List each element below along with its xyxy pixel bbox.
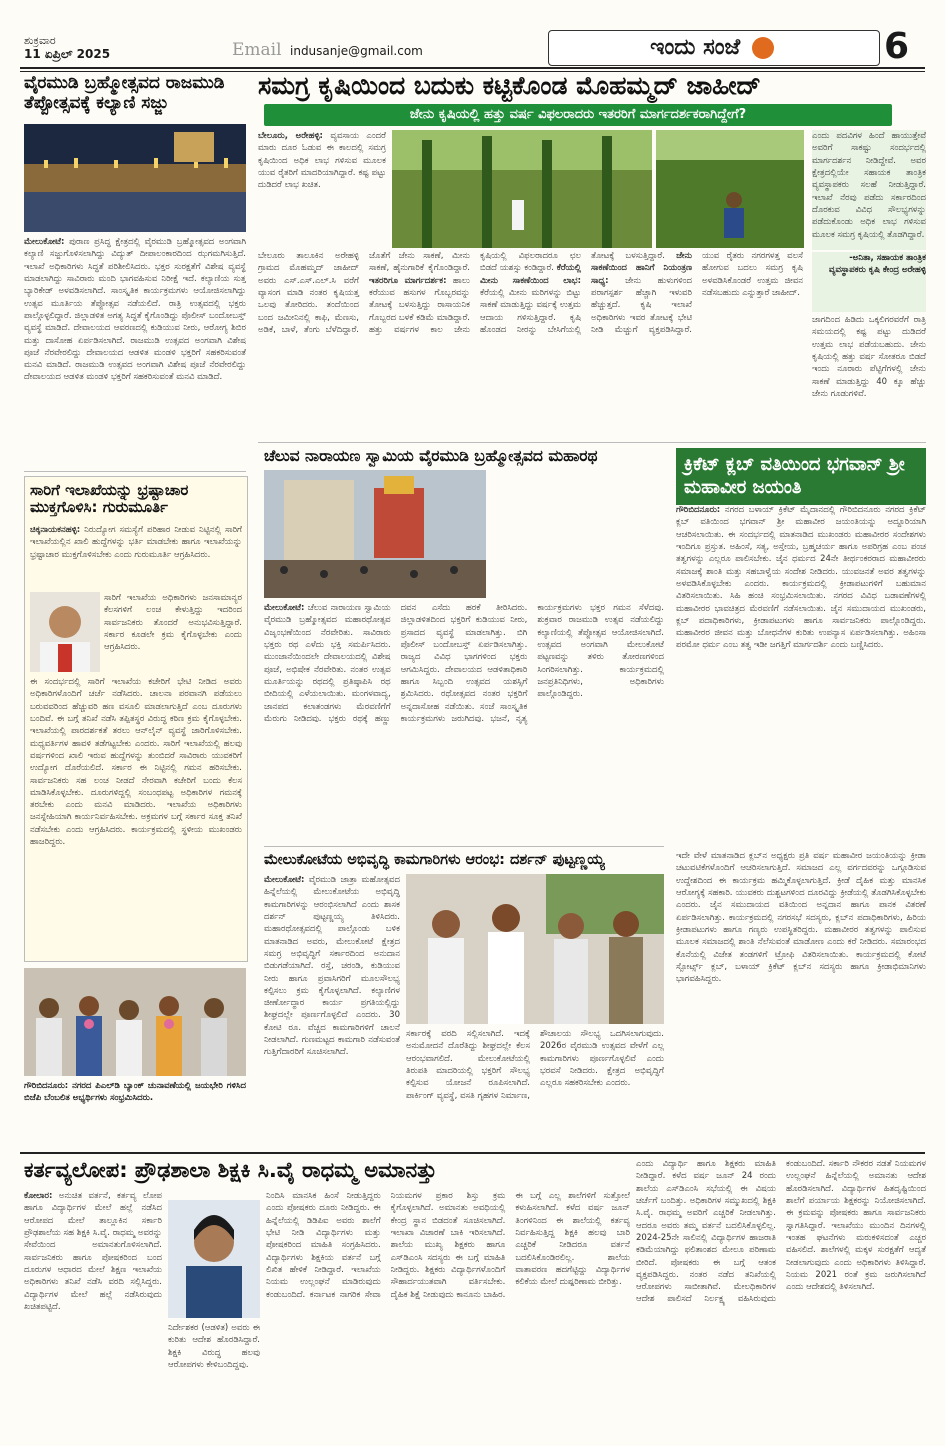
pld-bank-caption: ಗೌರಿಬಿದನೂರು: ನಗರದ ಪಿಎಲ್‌ಡಿ ಬ್ಯಾಂಕ್ ಚುನಾವಣೆಯಲ್ಲಿ ಜಯಭೇರಿ ಗಳಿಸಿದ ಬಿಜೆಪಿ ಬೆಂಬಲಿತ ಅಭ್ಯರ್ಥಿಗಳು ಸಂಭ್ರಮಿಸಿದರು. [24,1081,246,1104]
email-label: Email [232,40,282,60]
story-mahaveer-body: ಗೌರಿಬಿದನೂರು: ನಗರದ ಬಳಾಯ್ ಕ್ರಿಕೆಟ್ ಮೈದಾನದಲ್ಲಿ ಗೌರಿಬಿದನೂರು ನಗರದ ಕ್ರಿಕೆಟ್ ಕ್ಲಬ್ ವತಿಯಿಂದ ಭಗವಾನ್ ಶ್ರೀ ಮಹಾವೀರ ಜಯಂತಿಯನ್ನು ಅದ್ದೂರಿಯಾಗಿ ಆಚರಿಸಲಾಯಿತು. ಈ ಸಂದರ್ಭದಲ್ಲಿ ಮಾತನಾಡಿದ ಮುಖಂಡರು ಮಹಾವೀರರ ಸಂದೇಶಗಳು ಇಂದಿಗೂ ಪ್ರಸ್ತುತ. ಅಹಿಂಸೆ, ಸತ್ಯ, ಅಸ್ತೇಯ, ಬ್ರಹ್ಮಚರ್ಯ ಹಾಗೂ ಅಪರಿಗ್ರಹ ಎಂಬ ಪಂಚ ತತ್ವಗಳನ್ನು ಎಲ್ಲರೂ ಪಾಲಿಸಬೇಕು. ಜೈನ ಧರ್ಮದ 24ನೇ ತೀರ್ಥಂಕರರಾದ ಮಹಾವೀರರು ಸಮಾಜಕ್ಕೆ ಶಾಂತಿ ಮತ್ತು ಸಹಬಾಳ್ವೆಯ ಸಂದೇಶ ನೀಡಿದರು. ಯುವಜನತೆ ಅವರ ತತ್ವಗಳನ್ನು ಅಳವಡಿಸಿಕೊಳ್ಳಬೇಕು ಎಂದರು. ಕಾರ್ಯಕ್ರಮದಲ್ಲಿ ಕ್ರೀಡಾಪಟುಗಳಿಗೆ ಬಹುಮಾನ ವಿತರಿಸಲಾಯಿತು. ಸಿಹಿ ಹಂಚಿ ಸಂಭ್ರಮಿಸಲಾಯಿತು. ನಗರದ ವಿವಿಧ ಬಡಾವಣೆಗಳಲ್ಲಿ ಮಹಾವೀರರ ಭಾವಚಿತ್ರದ ಮೆರವಣಿಗೆ ನಡೆಸಲಾಯಿತು. ಜೈನ ಸಮುದಾಯದ ಮುಖಂಡರು, ಕ್ಲಬ್ ಪದಾಧಿಕಾರಿಗಳು, ಕ್ರೀಡಾಪಟುಗಳು ಹಾಗೂ ಸಾರ್ವಜನಿಕರು ಪಾಲ್ಗೊಂಡಿದ್ದರು. ಮಹಾವೀರರ ಜೀವನ ಮತ್ತು ಬೋಧನೆಗಳ ಕುರಿತು ಉಪನ್ಯಾಸ ಏರ್ಪಡಿಸಲಾಗಿತ್ತು. ಅಹಿಂಸಾ ಪರಮೋ ಧರ್ಮ ಎಂಬ ತತ್ವ ಇಡೀ ಜಗತ್ತಿಗೆ ಮಾರ್ಗದರ್ಶಿ ಎಂದು ಬಣ್ಣಿಸಿದರು. [676,505,926,651]
divider [24,471,246,472]
page-number: 6 [884,26,910,67]
story-gurumurthy-body1: ಸಾರಿಗೆ ಇಲಾಖೆಯ ಅಧಿಕಾರಿಗಳು ಜನಸಾಮಾನ್ಯರ ಕೆಲಸಗಳಿಗೆ ಲಂಚ ಕೇಳುತ್ತಿದ್ದು ಇದರಿಂದ ಸಾರ್ವಜನಿಕರು ತೊಂದರೆ ಅನುಭವಿಸುತ್ತಿದ್ದಾರೆ. ಸರ್ಕಾರ ಕೂಡಲೇ ಕ್ರಮ ಕೈಗೊಳ್ಳಬೇಕು ಎಂದು ಆಗ್ರಹಿಸಿದರು. [104,593,242,653]
story-radhamma-col1: ಕೋಲಾರ: ಅನುಚಿತ ವರ್ತನೆ, ಕರ್ತವ್ಯ ಲೋಪ ಹಾಗೂ ವಿದ್ಯಾರ್ಥಿಗಳ ಮೇಲೆ ಹಲ್ಲೆ ನಡೆಸಿದ ಆರೋಪದ ಮೇಲೆ ತಾಲ್ಲೂಕಿನ ಸರ್ಕಾರಿ ಪ್ರೌಢಶಾಲೆಯ ಸಹ ಶಿಕ್ಷಕಿ ಸಿ.ವೈ. ರಾಧಮ್ಮ ಅವರನ್ನು ಸೇವೆಯಿಂದ ಅಮಾನತುಗೊಳಿಸಲಾಗಿದೆ. ಸಾರ್ವಜನಿಕರು ಹಾಗೂ ಪೋಷಕರಿಂದ ಬಂದ ದೂರುಗಳ ಆಧಾರದ ಮೇಲೆ ಶಿಕ್ಷಣ ಇಲಾಖೆಯ ಅಧಿಕಾರಿಗಳು ತನಿಖೆ ನಡೆಸಿ ವರದಿ ಸಲ್ಲಿಸಿದ್ದರು. ವಿದ್ಯಾರ್ಥಿಗಳ ಮೇಲೆ ಹಲ್ಲೆ ನಡೆಸಿರುವುದು ಖಚಿತಪಟ್ಟಿದೆ. [24,1191,162,1312]
gurumurthy-portrait [30,592,100,672]
story-darshan-col1: ಮೇಲುಕೋಟೆ: ವೈರಮುಡಿ ಜಾತ್ರಾ ಮಹೋತ್ಸವದ ಹಿನ್ನೆಲೆಯಲ್ಲಿ ಮೇಲುಕೋಟೆಯ ಅಭಿವೃದ್ಧಿ ಕಾಮಗಾರಿಗಳನ್ನು ಆರಂಭಿಸಲಾಗಿದೆ ಎಂದು ಶಾಸಕ ದರ್ಶನ್ ಪುಟ್ಟಣ್ಣಯ್ಯ ತಿಳಿಸಿದರು. ಮಹಾರಥೋತ್ಸವದಲ್ಲಿ ಪಾಲ್ಗೊಂಡು ಬಳಿಕ ಮಾತನಾಡಿದ ಅವರು, ಮೇಲುಕೋಟೆ ಕ್ಷೇತ್ರದ ಸಮಗ್ರ ಅಭಿವೃದ್ಧಿಗೆ ಸರ್ಕಾರದಿಂದ ಅನುದಾನ ಬಿಡುಗಡೆಯಾಗಿದೆ. ರಸ್ತೆ, ಚರಂಡಿ, ಕುಡಿಯುವ ನೀರು ಹಾಗೂ ಪ್ರವಾಸಿಗರಿಗೆ ಮೂಲಸೌಲಭ್ಯ ಕಲ್ಪಿಸಲು ಕ್ರಮ ಕೈಗೊಳ್ಳಲಾಗಿದೆ. ಕಲ್ಯಾಣಿಗಳ ಜೀರ್ಣೋದ್ಧಾರ ಕಾರ್ಯ ಪ್ರಗತಿಯಲ್ಲಿದ್ದು ಶೀಘ್ರದಲ್ಲೇ ಪೂರ್ಣಗೊಳ್ಳಲಿದೆ ಎಂದರು. 30 ಕೋಟಿ ರೂ. ವೆಚ್ಚದ ಕಾಮಗಾರಿಗಳಿಗೆ ಚಾಲನೆ ನೀಡಲಾಗಿದೆ. ಗುಣಮಟ್ಟದ ಕಾಮಗಾರಿ ನಡೆಸುವಂತೆ ಗುತ್ತಿಗೆದಾರರಿಗೆ ಸೂಚಿಸಲಾಗಿದೆ. [264,875,400,1058]
section-rule [20,1152,925,1154]
masthead [0,0,945,66]
masthead-day: ಶುಕ್ರವಾರ [24,34,56,47]
farm-trees-photo [392,130,652,248]
divider [258,442,926,443]
story2-sub1: ಇತರರಿಗೂ ಮಾರ್ಗದರ್ಶಕ: [369,275,447,286]
story5-dateline: ಗೌರಿಬಿದನೂರು: [676,505,721,515]
masthead-date: 11 ಏಪ್ರಿಲ್ 2025 [24,47,111,61]
story-radhamma-col3: ನಿಂದಿಸಿ ಮಾನಸಿಕ ಹಿಂಸೆ ನೀಡುತ್ತಿದ್ದರು ಎಂದು ಪೋಷಕರು ದೂರು ನೀಡಿದ್ದರು. ಈ ಹಿನ್ನೆಲೆಯಲ್ಲಿ ಡಿಡಿಪಿಐ ಅವರು ಶಾಲೆಗೆ ಭೇಟಿ ನೀಡಿ ವಿದ್ಯಾರ್ಥಿಗಳು ಮತ್ತು ಪೋಷಕರಿಂದ ಮಾಹಿತಿ ಸಂಗ್ರಹಿಸಿದರು. ವಿದ್ಯಾರ್ಥಿಗಳು ಶಿಕ್ಷಕಿಯ ವರ್ತನೆ ಬಗ್ಗೆ ಲಿಖಿತ ಹೇಳಿಕೆ ನೀಡಿದ್ದಾರೆ. ಇಲಾಖೆಯ ನಿಯಮ ಉಲ್ಲಂಘನೆ ಮಾಡಿರುವುದು ಕಂಡುಬಂದಿದೆ. ಕರ್ನಾಟಕ ನಾಗರಿಕ ಸೇವಾ ನಿಯಮಗಳ ಪ್ರಕಾರ ಶಿಸ್ತು ಕ್ರಮ ಕೈಗೊಳ್ಳಲಾಗಿದೆ. ಅಮಾನತು ಅವಧಿಯಲ್ಲಿ ಕೇಂದ್ರ ಸ್ಥಾನ ಬಿಡದಂತೆ ಸೂಚಿಸಲಾಗಿದೆ. ಇಲಾಖಾ ವಿಚಾರಣೆ ಬಾಕಿ ಇರಿಸಲಾಗಿದೆ. ಶಾಲೆಯ ಮುಖ್ಯ ಶಿಕ್ಷಕರು ಹಾಗೂ ಎಸ್‌ಡಿಎಂಸಿ ಸದಸ್ಯರು ಈ ಬಗ್ಗೆ ಮಾಹಿತಿ ನೀಡಿದ್ದರು. ಶಿಕ್ಷಕರು ವಿದ್ಯಾರ್ಥಿಗಳೊಂದಿಗೆ ಸೌಹಾರ್ದಯುತವಾಗಿ ವರ್ತಿಸಬೇಕು. ದೈಹಿಕ ಶಿಕ್ಷೆ ನೀಡುವುದು ಕಾನೂನು ಬಾಹಿರ. ಈ ಬಗ್ಗೆ ಎಲ್ಲ ಶಾಲೆಗಳಿಗೆ ಸುತ್ತೋಲೆ ಕಳುಹಿಸಲಾಗಿದೆ. ಕಳೆದ ವರ್ಷ ಜೂನ್ ತಿಂಗಳಿನಿಂದ ಈ ಶಾಲೆಯಲ್ಲಿ ಕರ್ತವ್ಯ ನಿರ್ವಹಿಸುತ್ತಿದ್ದ ಶಿಕ್ಷಕಿ ಹಲವು ಬಾರಿ ಎಚ್ಚರಿಕೆ ನೀಡಿದರೂ ವರ್ತನೆ ಬದಲಿಸಿಕೊಂಡಿರಲಿಲ್ಲ. ಶಾಲೆಯ ವಾತಾವರಣ ಹದಗೆಟ್ಟಿದ್ದು ವಿದ್ಯಾರ್ಥಿಗಳ ಕಲಿಕೆಯ ಮೇಲೆ ದುಷ್ಪರಿಣಾಮ ಬೀರಿತ್ತು. [266,1191,630,1300]
story-vairamudi-body: ಮೇಲುಕೋಟೆ: ಪುರಾಣ ಪ್ರಸಿದ್ಧ ಕ್ಷೇತ್ರದಲ್ಲಿ ವೈರಮುಡಿ ಬ್ರಹ್ಮೋತ್ಸವದ ಅಂಗವಾಗಿ ಕಲ್ಯಾಣಿ ಸಜ್ಜುಗೊಳಿಸಲಾಗಿದ್ದು ವಿದ್ಯುತ್ ದೀಪಾಲಂಕಾರದಿಂದ ಝಗಮಗಿಸುತ್ತಿದೆ. ಇಲಾಖೆ ಅಧಿಕಾರಿಗಳು ಸಿದ್ಧತೆ ಪರಿಶೀಲಿಸಿದರು. ಭಕ್ತರ ಸುರಕ್ಷತೆಗೆ ವಿಶೇಷ ವ್ಯವಸ್ಥೆ ಮಾಡಲಾಗಿದ್ದು ಸಾವಿರಾರು ಮಂದಿ ಭಾಗವಹಿಸುವ ನಿರೀಕ್ಷೆ ಇದೆ. ಕಲ್ಯಾಣಿಯ ಸುತ್ತ ಬ್ಯಾರಿಕೇಡ್ ಅಳವಡಿಸಲಾಗಿದೆ. ಸಾಂಸ್ಕೃತಿಕ ಕಾರ್ಯಕ್ರಮಗಳು ಆಯೋಜಿಸಲಾಗಿದ್ದು ಉತ್ಸವ ಮೂರ್ತಿಯ ತೆಪ್ಪೋತ್ಸವ ನಡೆಯಲಿದೆ. ರಾತ್ರಿ ಉತ್ಸವದಲ್ಲಿ ಭಕ್ತರು ಪಾಲ್ಗೊಳ್ಳಲಿದ್ದಾರೆ. ಜಿಲ್ಲಾಡಳಿತ ಅಗತ್ಯ ಸಿದ್ಧತೆ ಕೈಗೊಂಡಿದ್ದು ಪೊಲೀಸ್ ಬಂದೋಬಸ್ತ್ ವ್ಯವಸ್ಥೆ ಮಾಡಿದೆ. ದೇವಾಲಯದ ಆವರಣದಲ್ಲಿ ಕುಡಿಯುವ ನೀರು, ಆರೋಗ್ಯ ಶಿಬಿರ ಮತ್ತು ದಾಸೋಹ ಏರ್ಪಡಿಸಲಾಗಿದೆ. ರಾಜಮುಡಿ ಉತ್ಸವದ ಅಂಗವಾಗಿ ವಿಶೇಷ ಪೂಜೆ ನೆರವೇರಲಿದ್ದು ದೇವಾಲಯದ ಆಡಳಿತ ಮಂಡಳಿ ಭಕ್ತರಿಗೆ ಸಹಕರಿಸುವಂತೆ ಮನವಿ ಮಾಡಿದೆ. ರಾಜಮುಡಿ ಉತ್ಸವದ ಅಂಗವಾಗಿ ವಿಶೇಷ ಪೂಜೆ ನೆರವೇರಲಿದ್ದು ದೇವಾಲಯದ ಆಡಳಿತ ಮಂಡಳಿ ಭಕ್ತರಿಗೆ ಸಹಕರಿಸುವಂತೆ ಮನವಿ ಮಾಡಿದೆ. [24,237,246,383]
story-zahid-headline: ಸಮಗ್ರ ಕೃಷಿಯಿಂದ ಬದುಕು ಕಟ್ಟಿಕೊಂಡ ಮೊಹಮ್ಮದ್ ಜಾಹೀದ್ [258,71,761,100]
story-maharatha-headline: ಚೆಲುವ ನಾರಾಯಣ ಸ್ವಾಮಿಯ ವೈರಮುಡಿ ಬ್ರಹ್ಮೋತ್ಸವದ ಮಹಾರಥ [264,447,598,465]
story-darshan-headline: ಮೇಲುಕೋಟೆಯ ಅಭಿವೃದ್ಧಿ ಕಾಮಗಾರಿಗಳು ಆರಂಭ: ದರ್ಶನ್ ಪುಟ್ಟಣ್ಣಯ್ಯ [264,852,605,868]
story-zahid-byline: -ಅನಿತಾ, ಸಹಾಯಕ ತಾಂತ್ರಿಕ ವ್ಯವಸ್ಥಾಪಕರು ಕೃಷಿ ಕೇಂದ್ರ ಅರೇಹಳ್ಳಿ [812,252,926,312]
chariot-festival-photo [264,470,486,598]
paper-logo [548,30,880,66]
divider [264,846,664,847]
story-mahaveer-body2: ಇದೇ ವೇಳೆ ಮಾತನಾಡಿದ ಕ್ಲಬ್‌ನ ಅಧ್ಯಕ್ಷರು ಪ್ರತಿ ವರ್ಷ ಮಹಾವೀರ ಜಯಂತಿಯನ್ನು ಕ್ರೀಡಾ ಚಟುವಟಿಕೆಗಳೊಂದಿಗೆ ಆಚರಿಸಲಾಗುತ್ತಿದೆ. ಸಮಾಜದ ಎಲ್ಲ ವರ್ಗದವರನ್ನು ಒಗ್ಗೂಡಿಸುವ ಉದ್ದೇಶದಿಂದ ಈ ಕಾರ್ಯಕ್ರಮ ಹಮ್ಮಿಕೊಳ್ಳಲಾಗುತ್ತಿದೆ. ಕ್ರೀಡೆ ದೈಹಿಕ ಮತ್ತು ಮಾನಸಿಕ ಆರೋಗ್ಯಕ್ಕೆ ಸಹಕಾರಿ. ಯುವಕರು ದುಶ್ಚಟಗಳಿಂದ ದೂರವಿದ್ದು ಕ್ರೀಡೆಯಲ್ಲಿ ತೊಡಗಿಸಿಕೊಳ್ಳಬೇಕು ಎಂದರು. ಜೈನ ಸಮುದಾಯದ ವತಿಯಿಂದ ಅನ್ನದಾನ ಹಾಗೂ ಪಾನಕ ವಿತರಣೆ ಏರ್ಪಡಿಸಲಾಗಿತ್ತು. ಕಾರ್ಯಕ್ರಮದಲ್ಲಿ ನಗರಸಭೆ ಸದಸ್ಯರು, ಕ್ಲಬ್‌ನ ಪದಾಧಿಕಾರಿಗಳು, ಹಿರಿಯ ಕ್ರೀಡಾಪಟುಗಳು ಹಾಗೂ ಗಣ್ಯರು ಉಪಸ್ಥಿತರಿದ್ದರು. ಮಹಾವೀರರ ತತ್ವಗಳನ್ನು ಪಾಲಿಸುವ ಮೂಲಕ ಸಮಾಜದಲ್ಲಿ ಶಾಂತಿ ನೆಲೆಸುವಂತೆ ಮಾಡೋಣ ಎಂದು ಕರೆ ನೀಡಿದರು. ಸಮಾರಂಭದ ಕೊನೆಯಲ್ಲಿ ವಿಜೇತ ತಂಡಗಳಿಗೆ ಟ್ರೋಫಿ ವಿತರಿಸಲಾಯಿತು. ಕಾರ್ಯಕ್ರಮದಲ್ಲಿ ಕೋಟೆ ಸ್ಪೋರ್ಟ್ಸ್ ಕ್ಲಬ್, ಬಳಾಯ್ ಕ್ರಿಕೆಟ್ ಕ್ಲಬ್‌ನ ಸದಸ್ಯರು ಹಾಗೂ ಕ್ರೀಡಾಭಿಮಾನಿಗಳು ಭಾಗವಹಿಸಿದ್ದರು. [676,851,926,985]
story-radhamma-col4: ಎಂದು ವಿದ್ಯಾರ್ಥಿ ಹಾಗೂ ಶಿಕ್ಷಕರು ಮಾಹಿತಿ ನೀಡಿದ್ದಾರೆ. ಕಳೆದ ವರ್ಷ ಜೂನ್ 24 ರಂದು ಶಾಲೆಯ ಎಸ್‌ಡಿಎಂಸಿ ಸಭೆಯಲ್ಲಿ ಈ ವಿಷಯ ಚರ್ಚೆಗೆ ಬಂದಿತ್ತು. ಅಧಿಕಾರಿಗಳ ಸಮ್ಮುಖದಲ್ಲಿ ಶಿಕ್ಷಕಿ ಸಿ.ವೈ. ರಾಧಮ್ಮ ಅವರಿಗೆ ಎಚ್ಚರಿಕೆ ನೀಡಲಾಗಿತ್ತು. ಆದರೂ ಅವರು ತಮ್ಮ ವರ್ತನೆ ಬದಲಿಸಿಕೊಳ್ಳಲಿಲ್ಲ. 2024-25ನೇ ಸಾಲಿನಲ್ಲಿ ವಿದ್ಯಾರ್ಥಿಗಳ ಹಾಜರಾತಿ ಕಡಿಮೆಯಾಗಿದ್ದು ಫಲಿತಾಂಶದ ಮೇಲೂ ಪರಿಣಾಮ ಬೀರಿದೆ. ಪೋಷಕರು ಈ ಬಗ್ಗೆ ಆತಂಕ ವ್ಯಕ್ತಪಡಿಸಿದ್ದರು. ನಂತರ ನಡೆದ ತನಿಖೆಯಲ್ಲಿ ಆರೋಪಗಳು ಸಾಬೀತಾಗಿವೆ. ಮೇಲಧಿಕಾರಿಗಳ ಆದೇಶ ಪಾಲಿಸದೆ ನಿರ್ಲಕ್ಷ್ಯ ವಹಿಸಿರುವುದು ಕಂಡುಬಂದಿದೆ. ಸರ್ಕಾರಿ ನೌಕರರ ನಡತೆ ನಿಯಮಗಳ ಉಲ್ಲಂಘನೆ ಹಿನ್ನೆಲೆಯಲ್ಲಿ ಅಮಾನತು ಆದೇಶ ಹೊರಡಿಸಲಾಗಿದೆ. ವಿದ್ಯಾರ್ಥಿಗಳ ಹಿತದೃಷ್ಟಿಯಿಂದ ಶಾಲೆಗೆ ಪರ್ಯಾಯ ಶಿಕ್ಷಕರನ್ನು ನಿಯೋಜಿಸಲಾಗಿದೆ. ಈ ಕ್ರಮವನ್ನು ಪೋಷಕರು ಹಾಗೂ ಸಾರ್ವಜನಿಕರು ಸ್ವಾಗತಿಸಿದ್ದಾರೆ. ಇಲಾಖೆಯು ಮುಂದಿನ ದಿನಗಳಲ್ಲಿ ಇಂತಹ ಘಟನೆಗಳು ಮರುಕಳಿಸದಂತೆ ಎಚ್ಚರ ವಹಿಸಲಿದೆ. ಶಾಲೆಗಳಲ್ಲಿ ಮಕ್ಕಳ ಸುರಕ್ಷತೆಗೆ ಆದ್ಯತೆ ನೀಡಲಾಗುವುದು ಎಂದು ಅಧಿಕಾರಿಗಳು ತಿಳಿಸಿದ್ದಾರೆ. ನಿಯಮ 2021 ರಂತೆ ಕ್ರಮ ಜರುಗಿಸಲಾಗಿದೆ ಎಂದು ಆದೇಶದಲ್ಲಿ ತಿಳಿಸಲಾಗಿದೆ. [636,1159,926,1305]
radhamma-portrait [168,1200,260,1318]
story-gurumurthy-lead: ಚಿಕ್ಕನಾಯಕನಹಳ್ಳಿ: ನಿರುದ್ಯೋಗ ಸಮಸ್ಯೆಗೆ ಪರಿಹಾರ ನೀಡುವ ನಿಟ್ಟಿನಲ್ಲಿ ಸಾರಿಗೆ ಇಲಾಖೆಯಲ್ಲಿನ ಖಾಲಿ ಹುದ್ದೆಗಳನ್ನು ಭರ್ತಿ ಮಾಡಬೇಕು ಹಾಗೂ ಇಲಾಖೆಯನ್ನು ಭ್ರಷ್ಟಾಚಾರ ಮುಕ್ತಗೊಳಿಸಬೇಕು ಎಂದು ಗುರುಮೂರ್ತಿ ಆಗ್ರಹಿಸಿದರು. [30,525,242,560]
logo-sun-icon [752,37,774,59]
kalyani-night-photo [24,124,246,232]
pld-bank-celebration-photo [24,968,246,1076]
story1-dateline: ಮೇಲುಕೋಟೆ: [24,237,65,247]
story-mahaveer-headline: ಕ್ರಿಕೆಟ್ ಕ್ಲಬ್ ವತಿಯಿಂದ ಭಗವಾನ್ ಶ್ರೀ ಮಹಾವೀರ ಜಯಂತಿ [676,448,926,505]
story2-sub2: ಕೆರೆಯಲ್ಲಿ ಮೀನು ಸಾಕಣೆಯಿಂದ ಲಾಭ: [480,263,581,286]
story-radhamma-headline: ಕರ್ತವ್ಯಲೋಪ: ಪ್ರೌಢಶಾಲಾ ಶಿಕ್ಷಕಿ ಸಿ.ವೈ ರಾಧಮ್ಮ ಅಮಾನತ್ತು [24,1158,437,1182]
story2-sub3: ಜೇನು ಸಾಕಣೆಯಿಂದ ಹಾನಿಗೆ ನಿಯಂತ್ರಣ ಸಾಧ್ಯ: [591,251,692,286]
story-zahid-col1: ಬೇಲೂರು, ಅರೇಹಳ್ಳಿ: ವ್ಯವಸಾಯ ಎಂದರೆ ಮಾರು ದೂರ ಓಡುವ ಈ ಕಾಲದಲ್ಲಿ ಸಮಗ್ರ ಕೃಷಿಯಿಂದ ಅಧಿಕ ಲಾಭ ಗಳಿಸುವ ಮೂಲಕ ಯುವ ರೈತರಿಗೆ ಮಾದರಿಯಾಗಿದ್ದಾರೆ. ಕಷ್ಟ ಪಟ್ಟು ದುಡಿದರೆ ಲಾಭ ಖಚಿತ. [258,131,386,191]
story-vairamudi-teppotsava-headline: ವೈರಮುಡಿ ಬ್ರಹ್ಮೋತ್ಸವದ ರಾಜಮುಡಿ ತೆಪ್ಪೋತ್ಸವಕ್ಕೆ ಕಲ್ಯಾಣಿ ಸಜ್ಜು [24,73,225,113]
story-darshan-col2: ಸರ್ಕಾರಕ್ಕೆ ವರದಿ ಸಲ್ಲಿಸಲಾಗಿದೆ. ಇದಕ್ಕೆ ಅನುಮೋದನೆ ದೊರೆತಿದ್ದು ಶೀಘ್ರದಲ್ಲೇ ಕೆಲಸ ಆರಂಭವಾಗಲಿದೆ. ಮೇಲುಕೋಟೆಯಲ್ಲಿ ತಿರುಪತಿ ಮಾದರಿಯಲ್ಲಿ ಭಕ್ತರಿಗೆ ಸೌಲಭ್ಯ ಕಲ್ಪಿಸುವ ಯೋಜನೆ ರೂಪಿಸಲಾಗಿದೆ. ಪಾರ್ಕಿಂಗ್ ವ್ಯವಸ್ಥೆ, ವಸತಿ ಗೃಹಗಳ ನಿರ್ಮಾಣ, ಶೌಚಾಲಯ ಸೌಲಭ್ಯ ಒದಗಿಸಲಾಗುವುದು. 2026ರ ವೈರಮುಡಿ ಉತ್ಸವದ ವೇಳೆಗೆ ಎಲ್ಲ ಕಾಮಗಾರಿಗಳು ಪೂರ್ಣಗೊಳ್ಳಲಿವೆ ಎಂದು ಭರವಸೆ ನೀಡಿದರು. ಕ್ಷೇತ್ರದ ಅಭಿವೃದ್ಧಿಗೆ ಎಲ್ಲರೂ ಸಹಕರಿಸಬೇಕು ಎಂದರು. [406,1029,664,1101]
farmer-photo [656,130,804,248]
story3-dateline: ಚಿಕ್ಕನಾಯಕನಹಳ್ಳಿ: [30,525,81,535]
story-gurumurthy-headline: ಸಾರಿಗೆ ಇಲಾಖೆಯನ್ನು ಭ್ರಷ್ಟಾಚಾರ ಮುಕ್ತಗೊಳಿಸಿ: ಗುರುಮೂರ್ತಿ [30,481,189,517]
mla-visit-photo [406,874,664,1024]
story-zahid-body: ಬೇಲೂರು ತಾಲೂಕಿನ ಅರೇಹಳ್ಳಿ ಗ್ರಾಮದ ಮೊಹಮ್ಮದ್ ಜಾಹೀದ್ ಅವರು ಎಸ್.ಎಸ್.ಎಲ್.ಸಿ ವರೆಗೆ ವ್ಯಾಸಂಗ ಮಾಡಿ ನಂತರ ಕೃಷಿಯತ್ತ ಒಲವು ತೋರಿದರು. ತಂದೆಯಿಂದ ಬಂದ ಜಮೀನಿನಲ್ಲಿ ಕಾಫಿ, ಮೆಣಸು, ಅಡಿಕೆ, ಬಾಳೆ, ತೆಂಗು ಬೆಳೆದಿದ್ದಾರೆ. ಜೊತೆಗೆ ಜೇನು ಸಾಕಣೆ, ಮೀನು ಸಾಕಣೆ, ಹೈನುಗಾರಿಕೆ ಕೈಗೊಂಡಿದ್ದಾರೆ. ಇತರರಿಗೂ ಮಾರ್ಗದರ್ಶಕ: ಹಾಲು ಕರೆಯುವ ಹಸುಗಳ ಗೊಬ್ಬರವನ್ನು ತೋಟಕ್ಕೆ ಬಳಸುತ್ತಿದ್ದು ರಾಸಾಯನಿಕ ಗೊಬ್ಬರದ ಬಳಕೆ ಕಡಿಮೆ ಮಾಡಿದ್ದಾರೆ. ಹತ್ತು ವರ್ಷಗಳ ಕಾಲ ಜೇನು ಕೃಷಿಯಲ್ಲಿ ವಿಫಲರಾದರೂ ಛಲ ಬಿಡದೆ ಯಶಸ್ಸು ಕಂಡಿದ್ದಾರೆ. ಕೆರೆಯಲ್ಲಿ ಮೀನು ಸಾಕಣೆಯಿಂದ ಲಾಭ: ಕೆರೆಯಲ್ಲಿ ಮೀನು ಮರಿಗಳನ್ನು ಬಿಟ್ಟು ಸಾಕಣೆ ಮಾಡುತ್ತಿದ್ದು ವರ್ಷಕ್ಕೆ ಉತ್ತಮ ಆದಾಯ ಗಳಿಸುತ್ತಿದ್ದಾರೆ. ಕೃಷಿ ಹೊಂಡದ ನೀರನ್ನು ಬೇಸಿಗೆಯಲ್ಲಿ ತೋಟಕ್ಕೆ ಬಳಸುತ್ತಿದ್ದಾರೆ. ಜೇನು ಸಾಕಣೆಯಿಂದ ಹಾನಿಗೆ ನಿಯಂತ್ರಣ ಸಾಧ್ಯ: ಜೇನು ಹುಳುಗಳಿಂದ ಪರಾಗಸ್ಪರ್ಶ ಹೆಚ್ಚಾಗಿ ಇಳುವರಿ ಹೆಚ್ಚುತ್ತದೆ. ಕೃಷಿ ಇಲಾಖೆ ಅಧಿಕಾರಿಗಳು ಇವರ ತೋಟಕ್ಕೆ ಭೇಟಿ ನೀಡಿ ಮೆಚ್ಚುಗೆ ವ್ಯಕ್ತಪಡಿಸಿದ್ದಾರೆ. ಯುವ ರೈತರು ನಗರಗಳತ್ತ ವಲಸೆ ಹೋಗುವ ಬದಲು ಸಮಗ್ರ ಕೃಷಿ ಅಳವಡಿಸಿಕೊಂಡರೆ ಉತ್ತಮ ಜೀವನ ನಡೆಸಬಹುದು ಎನ್ನುತ್ತಾರೆ ಜಾಹೀದ್. [258,251,803,335]
story-radhamma-col2: ನಿರ್ದೇಶಕರ (ಆಡಳಿತ) ಅವರು ಈ ಕುರಿತು ಆದೇಶ ಹೊರಡಿಸಿದ್ದಾರೆ. ಶಿಕ್ಷಕಿ ವಿರುದ್ಧ ಹಲವು ಆರೋಪಗಳು ಕೇಳಿಬಂದಿದ್ದವು. [168,1323,260,1370]
story-gurumurthy-body2: ಈ ಸಂದರ್ಭದಲ್ಲಿ ಸಾರಿಗೆ ಇಲಾಖೆಯ ಕಚೇರಿಗೆ ಭೇಟಿ ನೀಡಿದ ಅವರು ಅಧಿಕಾರಿಗಳೊಂದಿಗೆ ಚರ್ಚೆ ನಡೆಸಿದರು. ಚಾಲನಾ ಪರವಾನಗಿ ಪಡೆಯಲು ಬರುವವರಿಂದ ಹೆಚ್ಚುವರಿ ಹಣ ವಸೂಲಿ ಮಾಡಲಾಗುತ್ತಿದೆ ಎಂಬ ದೂರುಗಳು ಬಂದಿವೆ. ಈ ಬಗ್ಗೆ ತನಿಖೆ ನಡೆಸಿ ತಪ್ಪಿತಸ್ಥರ ವಿರುದ್ಧ ಕಠಿಣ ಕ್ರಮ ಕೈಗೊಳ್ಳಬೇಕು. ಇಲಾಖೆಯಲ್ಲಿ ಪಾರದರ್ಶಕತೆ ತರಲು ಆನ್‌ಲೈನ್ ವ್ಯವಸ್ಥೆ ಜಾರಿಗೊಳಿಸಬೇಕು. ಮಧ್ಯವರ್ತಿಗಳ ಹಾವಳಿ ತಡೆಗಟ್ಟಬೇಕು ಎಂದರು. ಸಾರಿಗೆ ಇಲಾಖೆಯಲ್ಲಿ ಹಲವು ವರ್ಷಗಳಿಂದ ಖಾಲಿ ಇರುವ ಹುದ್ದೆಗಳನ್ನು ತುಂಬಿದರೆ ಸಾವಿರಾರು ಯುವಕರಿಗೆ ಉದ್ಯೋಗ ದೊರೆಯಲಿದೆ. ಸರ್ಕಾರ ಈ ನಿಟ್ಟಿನಲ್ಲಿ ಗಮನ ಹರಿಸಬೇಕು. ಸಾರ್ವಜನಿಕರು ಸಹ ಲಂಚ ನೀಡದೆ ನೇರವಾಗಿ ಕಚೇರಿಗೆ ಬಂದು ಕೆಲಸ ಮಾಡಿಸಿಕೊಳ್ಳಬೇಕು. ದೂರುಗಳಿದ್ದಲ್ಲಿ ಸಂಬಂಧಪಟ್ಟ ಅಧಿಕಾರಿಗಳ ಗಮನಕ್ಕೆ ತರಬೇಕು ಎಂದು ಮನವಿ ಮಾಡಿದರು. ಇಲಾಖೆಯ ಅಧಿಕಾರಿಗಳು ಜನಸ್ನೇಹಿಯಾಗಿ ಕಾರ್ಯನಿರ್ವಹಿಸಬೇಕು. ಅಕ್ರಮಗಳ ಬಗ್ಗೆ ಸರ್ಕಾರ ಸೂಕ್ತ ತನಿಖೆ ನಡೆಸಬೇಕು ಎಂದು ಆಗ್ರಹಿಸಿದರು. ಕಾರ್ಯಕ್ರಮದಲ್ಲಿ ಸ್ಥಳೀಯ ಮುಖಂಡರು ಹಾಜರಿದ್ದರು. [30,677,242,848]
story-zahid-sidebar: ಎಂದು ಪದವಿಗಳ ಹಿಂದೆ ಹಾಯುತ್ತೇವೆ ಅವರಿಗೆ ಸಾಕಷ್ಟು ಸಂದರ್ಭದಲ್ಲಿ ಮಾರ್ಗದರ್ಶನ ನೀಡಿದ್ದೇವೆ. ಅವರ ಕ್ಷೇತ್ರದಲ್ಲಿಯೇ ಸಹಾಯಕ ತಾಂತ್ರಿಕ ವ್ಯವಸ್ಥಾಪಕರು ಸಲಹೆ ನೀಡುತ್ತಿದ್ದಾರೆ. ಇಲಾಖೆ ನೆರವು ಪಡೆದು ಸರ್ಕಾರದಿಂದ ದೊರಕುವ ವಿವಿಧ ಸೌಲಭ್ಯಗಳನ್ನು ಪಡೆದುಕೊಂಡು ಅಧಿಕ ಲಾಭ ಗಳಿಸುವ ಮೂಲಕ ಸಮಗ್ರ ಕೃಷಿಯಲ್ಲಿ ತೊಡಗಿದ್ದಾರೆ. [812,130,926,250]
story4-dateline: ಮೇಲುಕೋಟೆ: [264,603,305,613]
story-zahid-col-last: ಜಾಗದಿಂದ ಹಿಡಿದು ಒಕ್ಕಲಿಗರವರೆಗೆ ರಾತ್ರಿ ಸಮಯದಲ್ಲಿ ಕಷ್ಟ ಪಟ್ಟು ದುಡಿದರೆ ಉತ್ತಮ ಲಾಭ ಪಡೆಯಬಹುದು. ಜೇನು ಕೃಷಿಯಲ್ಲಿ ಹತ್ತು ವರ್ಷ ಸೋತರೂ ಬಿಡದೆ ಇಂದು ನೂರಾರು ಪೆಟ್ಟಿಗೆಗಳಲ್ಲಿ ಜೇನು ಸಾಕಣೆ ಮಾಡುತ್ತಿದ್ದು 40 ಕ್ಕೂ ಹೆಚ್ಚು ಜೇನು ಗೂಡುಗಳಿವೆ. [812,315,926,399]
story6-dateline: ಮೇಲುಕೋಟೆ: [264,875,305,885]
email-address[interactable]: indusanje@gmail.com [290,44,423,58]
story2-dateline: ಬೇಲೂರು, ಅರೇಹಳ್ಳಿ: [258,131,323,141]
story8-dateline: ಕೋಲಾರ: [24,1191,53,1201]
story-zahid-subtitle: ಜೇನು ಕೃಷಿಯಲ್ಲಿ ಹತ್ತು ವರ್ಷ ವಿಫಲರಾದರು ಇತರರಿಗೆ ಮಾರ್ಗದರ್ಶಕರಾಗಿದ್ದೇಗೆ? [264,104,892,126]
paper-name: ಇಂದು ಸಂಜೆ [650,35,741,60]
story-maharatha-body: ಮೇಲುಕೋಟೆ: ಚೆಲುವ ನಾರಾಯಣ ಸ್ವಾಮಿಯ ವೈರಮುಡಿ ಬ್ರಹ್ಮೋತ್ಸವದ ಮಹಾರಥೋತ್ಸವ ವಿಜೃಂಭಣೆಯಿಂದ ನೆರವೇರಿತು. ಸಾವಿರಾರು ಭಕ್ತರು ರಥ ಎಳೆದು ಭಕ್ತಿ ಸಮರ್ಪಿಸಿದರು. ಮುಂಜಾನೆಯಿಂದಲೇ ದೇವಾಲಯದಲ್ಲಿ ವಿಶೇಷ ಪೂಜೆ, ಅಭಿಷೇಕ ನೆರವೇರಿತು. ನಂತರ ಉತ್ಸವ ಮೂರ್ತಿಯನ್ನು ರಥದಲ್ಲಿ ಪ್ರತಿಷ್ಠಾಪಿಸಿ ರಥ ಬೀದಿಯಲ್ಲಿ ಎಳೆಯಲಾಯಿತು. ಮಂಗಳವಾದ್ಯ, ಜಾನಪದ ಕಲಾತಂಡಗಳು ಮೆರವಣಿಗೆಗೆ ಮೆರುಗು ನೀಡಿದವು. ಭಕ್ತರು ರಥಕ್ಕೆ ಹಣ್ಣು ದವನ ಎಸೆದು ಹರಕೆ ತೀರಿಸಿದರು. ಜಿಲ್ಲಾಡಳಿತದಿಂದ ಭಕ್ತರಿಗೆ ಕುಡಿಯುವ ನೀರು, ಪ್ರಸಾದದ ವ್ಯವಸ್ಥೆ ಮಾಡಲಾಗಿತ್ತು. ಬಿಗಿ ಪೊಲೀಸ್ ಬಂದೋಬಸ್ತ್ ಏರ್ಪಡಿಸಲಾಗಿತ್ತು. ರಾಜ್ಯದ ವಿವಿಧ ಭಾಗಗಳಿಂದ ಭಕ್ತರು ಆಗಮಿಸಿದ್ದರು. ದೇವಾಲಯದ ಆಡಳಿತಾಧಿಕಾರಿ ಹಾಗೂ ಸಿಬ್ಬಂದಿ ಉತ್ಸವದ ಯಶಸ್ಸಿಗೆ ಶ್ರಮಿಸಿದರು. ರಥೋತ್ಸವದ ನಂತರ ಭಕ್ತರಿಗೆ ಅನ್ನದಾಸೋಹ ನಡೆಯಿತು. ಸಂಜೆ ಸಾಂಸ್ಕೃತಿಕ ಕಾರ್ಯಕ್ರಮಗಳು ಜರುಗಿದವು. ಭಜನೆ, ನೃತ್ಯ ಕಾರ್ಯಕ್ರಮಗಳು ಭಕ್ತರ ಗಮನ ಸೆಳೆದವು. ಶುಕ್ರವಾರ ರಾಜಮುಡಿ ಉತ್ಸವ ನಡೆಯಲಿದ್ದು ಕಲ್ಯಾಣಿಯಲ್ಲಿ ತೆಪ್ಪೋತ್ಸವ ಆಯೋಜಿಸಲಾಗಿದೆ. ಉತ್ಸವದ ಅಂಗವಾಗಿ ಮೇಲುಕೋಟೆ ಪಟ್ಟಣವನ್ನು ತಳಿರು ತೋರಣಗಳಿಂದ ಸಿಂಗರಿಸಲಾಗಿತ್ತು. ಕಾರ್ಯಕ್ರಮದಲ್ಲಿ ಜನಪ್ರತಿನಿಧಿಗಳು, ಅಧಿಕಾರಿಗಳು ಪಾಲ್ಗೊಂಡಿದ್ದರು. [264,603,664,724]
masthead-rule [20,67,925,69]
